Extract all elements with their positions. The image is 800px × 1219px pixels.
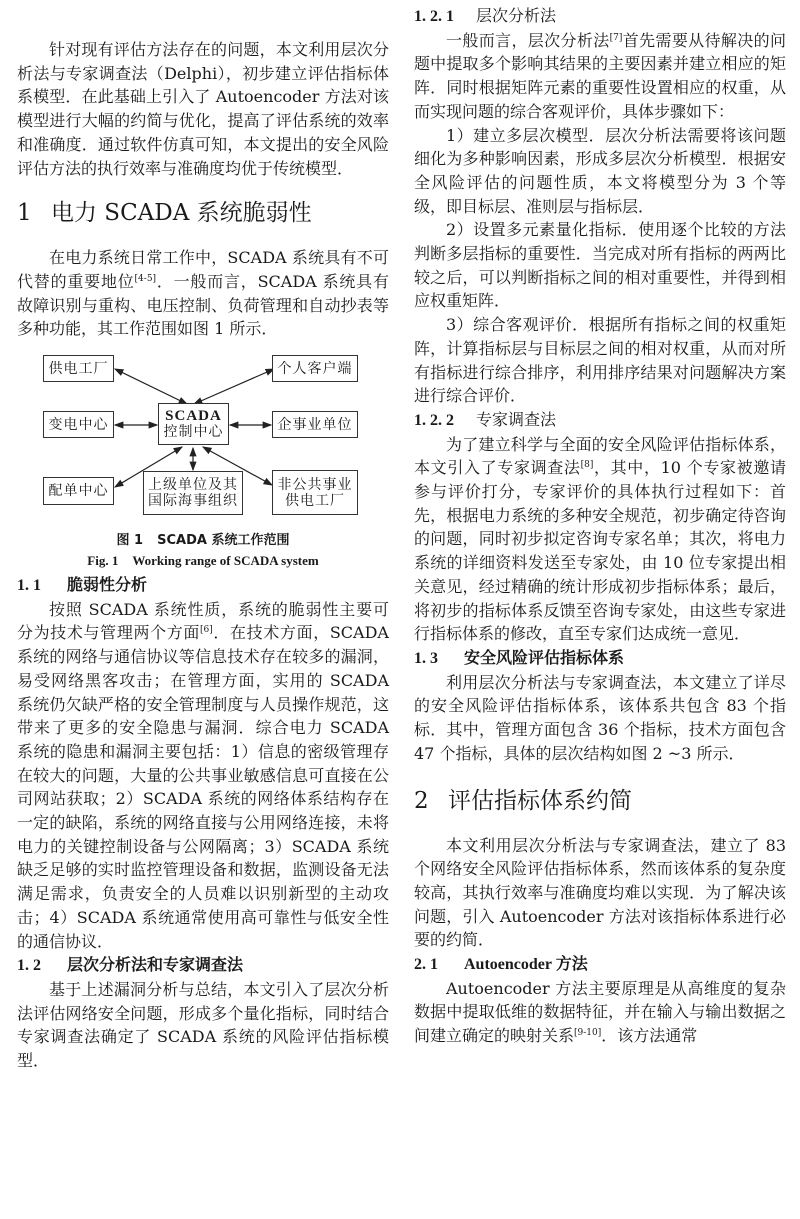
section-1-2-2-heading [414, 408, 786, 433]
node-enterprise [272, 411, 358, 438]
citation: [7] [609, 32, 623, 43]
section-number: 1. 2 [17, 957, 41, 975]
section-title: 安全风险评估指标体系 [464, 647, 625, 667]
node-label: 供电工厂 [48, 360, 109, 377]
section-1-paragraph [17, 246, 389, 341]
text-run: 为了建立科学与全面的安全风险评估指标体系，本文引入了专家调查法 [414, 434, 786, 478]
step-2-paragraph: 2）设置多元素量化指标．使用逐个比较的方法判断多层指标的重要性．当完成对所有指标的两两比较之后，可以判断指标之间的相对重要性，并得到相应权重矩阵． [414, 220, 786, 311]
node-label: 非公共事业 [277, 476, 353, 493]
node-dispatch-center [43, 477, 114, 505]
text-run: 按照 SCADA 系统性质，系统的脆弱性主要可分为技术与管理两个方面 [17, 599, 389, 643]
section-1-heading [17, 198, 389, 228]
section-1-2-1-paragraph [414, 29, 786, 124]
section-1-2-2-paragraph [414, 433, 786, 646]
section-title: Autoencoder 方法 [464, 956, 588, 974]
node-label: 变电中心 [48, 416, 109, 433]
section-number: 1. 3 [414, 649, 438, 667]
left-column [17, 0, 389, 1073]
text-run: ．该方法通常 [601, 1026, 698, 1046]
node-label: 配单中心 [48, 483, 109, 500]
section-2-1-heading [414, 952, 786, 977]
step-3-paragraph: 3）综合客观评价．根据所有指标之间的权重矩阵，计算指标层与目标层之间的相对权重，从而对所有指标进行综合排序，利用排序结果对问题解决方案进行综合评价． [414, 315, 786, 406]
section-title: 专家调查法 [476, 409, 557, 429]
section-1-2-paragraph: 基于上述漏洞分析与总结，本文引入了层次分析法评估网络安全问题，形成多个量化指标，同时结合专家调查法确定了 SCADA 系统的风险评估指标模型． [17, 979, 389, 1071]
citation: [8] [580, 460, 594, 471]
right-column [414, 0, 786, 1048]
node-supply-plant [43, 355, 114, 382]
section-number: 2. 1 [414, 956, 438, 974]
section-1-2-1-heading [414, 4, 786, 29]
node-non-public-plant [272, 470, 358, 515]
citation: [9-10] [574, 1028, 602, 1039]
node-substation [43, 411, 114, 438]
section-1-3-heading [414, 646, 786, 671]
figure-1-caption-en [17, 551, 389, 571]
node-superior-unit [143, 471, 243, 515]
citation: [4-5] [134, 273, 157, 284]
section-number: 1. 1 [17, 577, 41, 595]
section-title: 脆弱性分析 [67, 575, 148, 595]
node-label: 个人客户端 [277, 360, 353, 377]
figure-1-diagram [17, 347, 389, 525]
text-run: 首先需要从待解决的问题中提取多个影响其结果的主要因素并建立相应的矩阵．同时根据矩阵元素的重要性设置相应的权重，从而实现问题的综合客观评价，具体步骤如下： [414, 30, 786, 121]
step-1-paragraph: 1）建立多层次模型．层次分析法需要将该问题细化为多种影响因素，形成多层次分析模型．根据安全风险评估的问题性质，本文将模型分为 3 个等级，即目标层、准则层与指标层． [414, 125, 786, 216]
section-title: 评估指标体系约简 [448, 787, 632, 814]
section-1-3-paragraph: 利用层次分析法与专家调查法，本文建立了详尽的安全风险评估指标体系，该体系共包含 83 个指标．其中，管理方面包含 36 个指标，技术方面包含 47 个指标，具体的层次结构如图 2 ~3 所示． [414, 672, 786, 763]
section-title: 层次分析法 [476, 6, 557, 25]
text-run: Autoencoder 方法主要原理是从高维度的复杂数据中提取低维的数据特征，并在输入与输出数据之间建立确定的映射关系 [414, 978, 786, 1046]
node-label: SCADA [165, 408, 222, 425]
text-run: 一般而言，层次分析法 [446, 30, 610, 50]
section-1-2-heading [17, 953, 389, 978]
node-label: 控制中心 [163, 424, 224, 441]
caption-label: Fig. 1 [87, 553, 119, 569]
section-2-heading [414, 786, 786, 816]
node-label: 企事业单位 [277, 416, 353, 433]
section-title: 电力 SCADA 系统脆弱性 [51, 200, 312, 227]
section-number: 2 [414, 787, 429, 814]
citation: [6] [200, 625, 213, 636]
section-2-paragraph: 本文利用层次分析法与专家调查法，建立了 83 个网络安全风险评估指标体系，然而该体系的复杂度较高，其执行效率与准确度均难以实现．为了解决该问题，引入 Autoencoder 方法对该指标体系进行必要的约简． [414, 835, 786, 950]
caption-text: SCADA 系统工作范围 [157, 533, 290, 549]
section-1-1-heading [17, 573, 389, 598]
section-title: 层次分析法和专家调查法 [67, 955, 244, 975]
section-2-1-paragraph [414, 977, 786, 1048]
section-number: 1. 2. 2 [414, 411, 454, 429]
node-label: 供电工厂 [285, 492, 345, 509]
node-personal-client [272, 355, 358, 382]
node-scada-center [158, 403, 229, 445]
node-label: 国际海事组织 [148, 493, 238, 510]
section-1-1-paragraph [17, 598, 389, 954]
caption-label: 图 1 [116, 533, 144, 549]
caption-text: Working range of SCADA system [132, 553, 319, 569]
intro-paragraph: 针对现有评估方法存在的问题，本文利用层次分析法与专家调查法（Delphi），初步建立评估指标体系模型．在此基础上引入了 Autoencoder 方法对该模型进行大幅的约简与优化，提高了评估系统的效率和准确度．通过软件仿真可知，本文提出的安全风险评估方法的执行效率与准确度均优于传统模型． [17, 40, 389, 178]
figure-1-caption-cn [17, 531, 389, 551]
text-run: 在电力系统日常工作中，SCADA 系统具有不可代替的重要地位 [17, 248, 389, 291]
node-label: 上级单位及其 [148, 477, 238, 494]
arrow-top-left [115, 369, 187, 404]
arrow-top-right [194, 369, 274, 404]
section-number: 1 [17, 200, 32, 227]
text-run: ，其中，10 个专家被邀请参与评价打分，专家评价的具体执行过程如下：首先，根据电力系统的多种安全规范，初步确定待咨询的问题，同时初步拟定咨询专家名单；其次，将电力系统的详细资料发送至专家处，由 10 位专家提出相关意见，经过精确的统计形成初步指标体系；最后，将初步的指标体系反馈至咨询专家处，由这些专家进行指标体系的修改，直至专家们达成统一意见． [414, 458, 786, 644]
text-run: ．在技术方面，SCADA 系统的网络与通信协议等信息技术存在较多的漏洞，易受网络黑客攻击；在管理方面，实用的 SCADA 系统仍欠缺严格的安全管理制度与人员操作规范，这带来了更多的安全隐患与漏洞．综合电力 SCADA 系统的隐患和漏洞主要包括：1）信息的密级管理存在较大的问题，大量的公共事业敏感信息可直接在公司网站获取；2）SCADA 系统的网络体系结构存在一定的缺陷，系统的网络直接与公用网络连接，未将电力的关键控制设备与公网隔离；3）SCADA 系统缺乏足够的实时监控管理设备和数据，监测设备无法满足需求，负责安全的人员难以识别新型的主动攻击；4）SCADA 系统通常使用高可靠性与低安全性的通信协议． [17, 623, 389, 951]
text-run: ．一般而言，SCADA 系统具有故障识别与重构、电压控制、负荷管理和自动抄表等多种功能，其工作范围如图 1 所示． [17, 271, 389, 339]
section-number: 1. 2. 1 [414, 8, 454, 25]
